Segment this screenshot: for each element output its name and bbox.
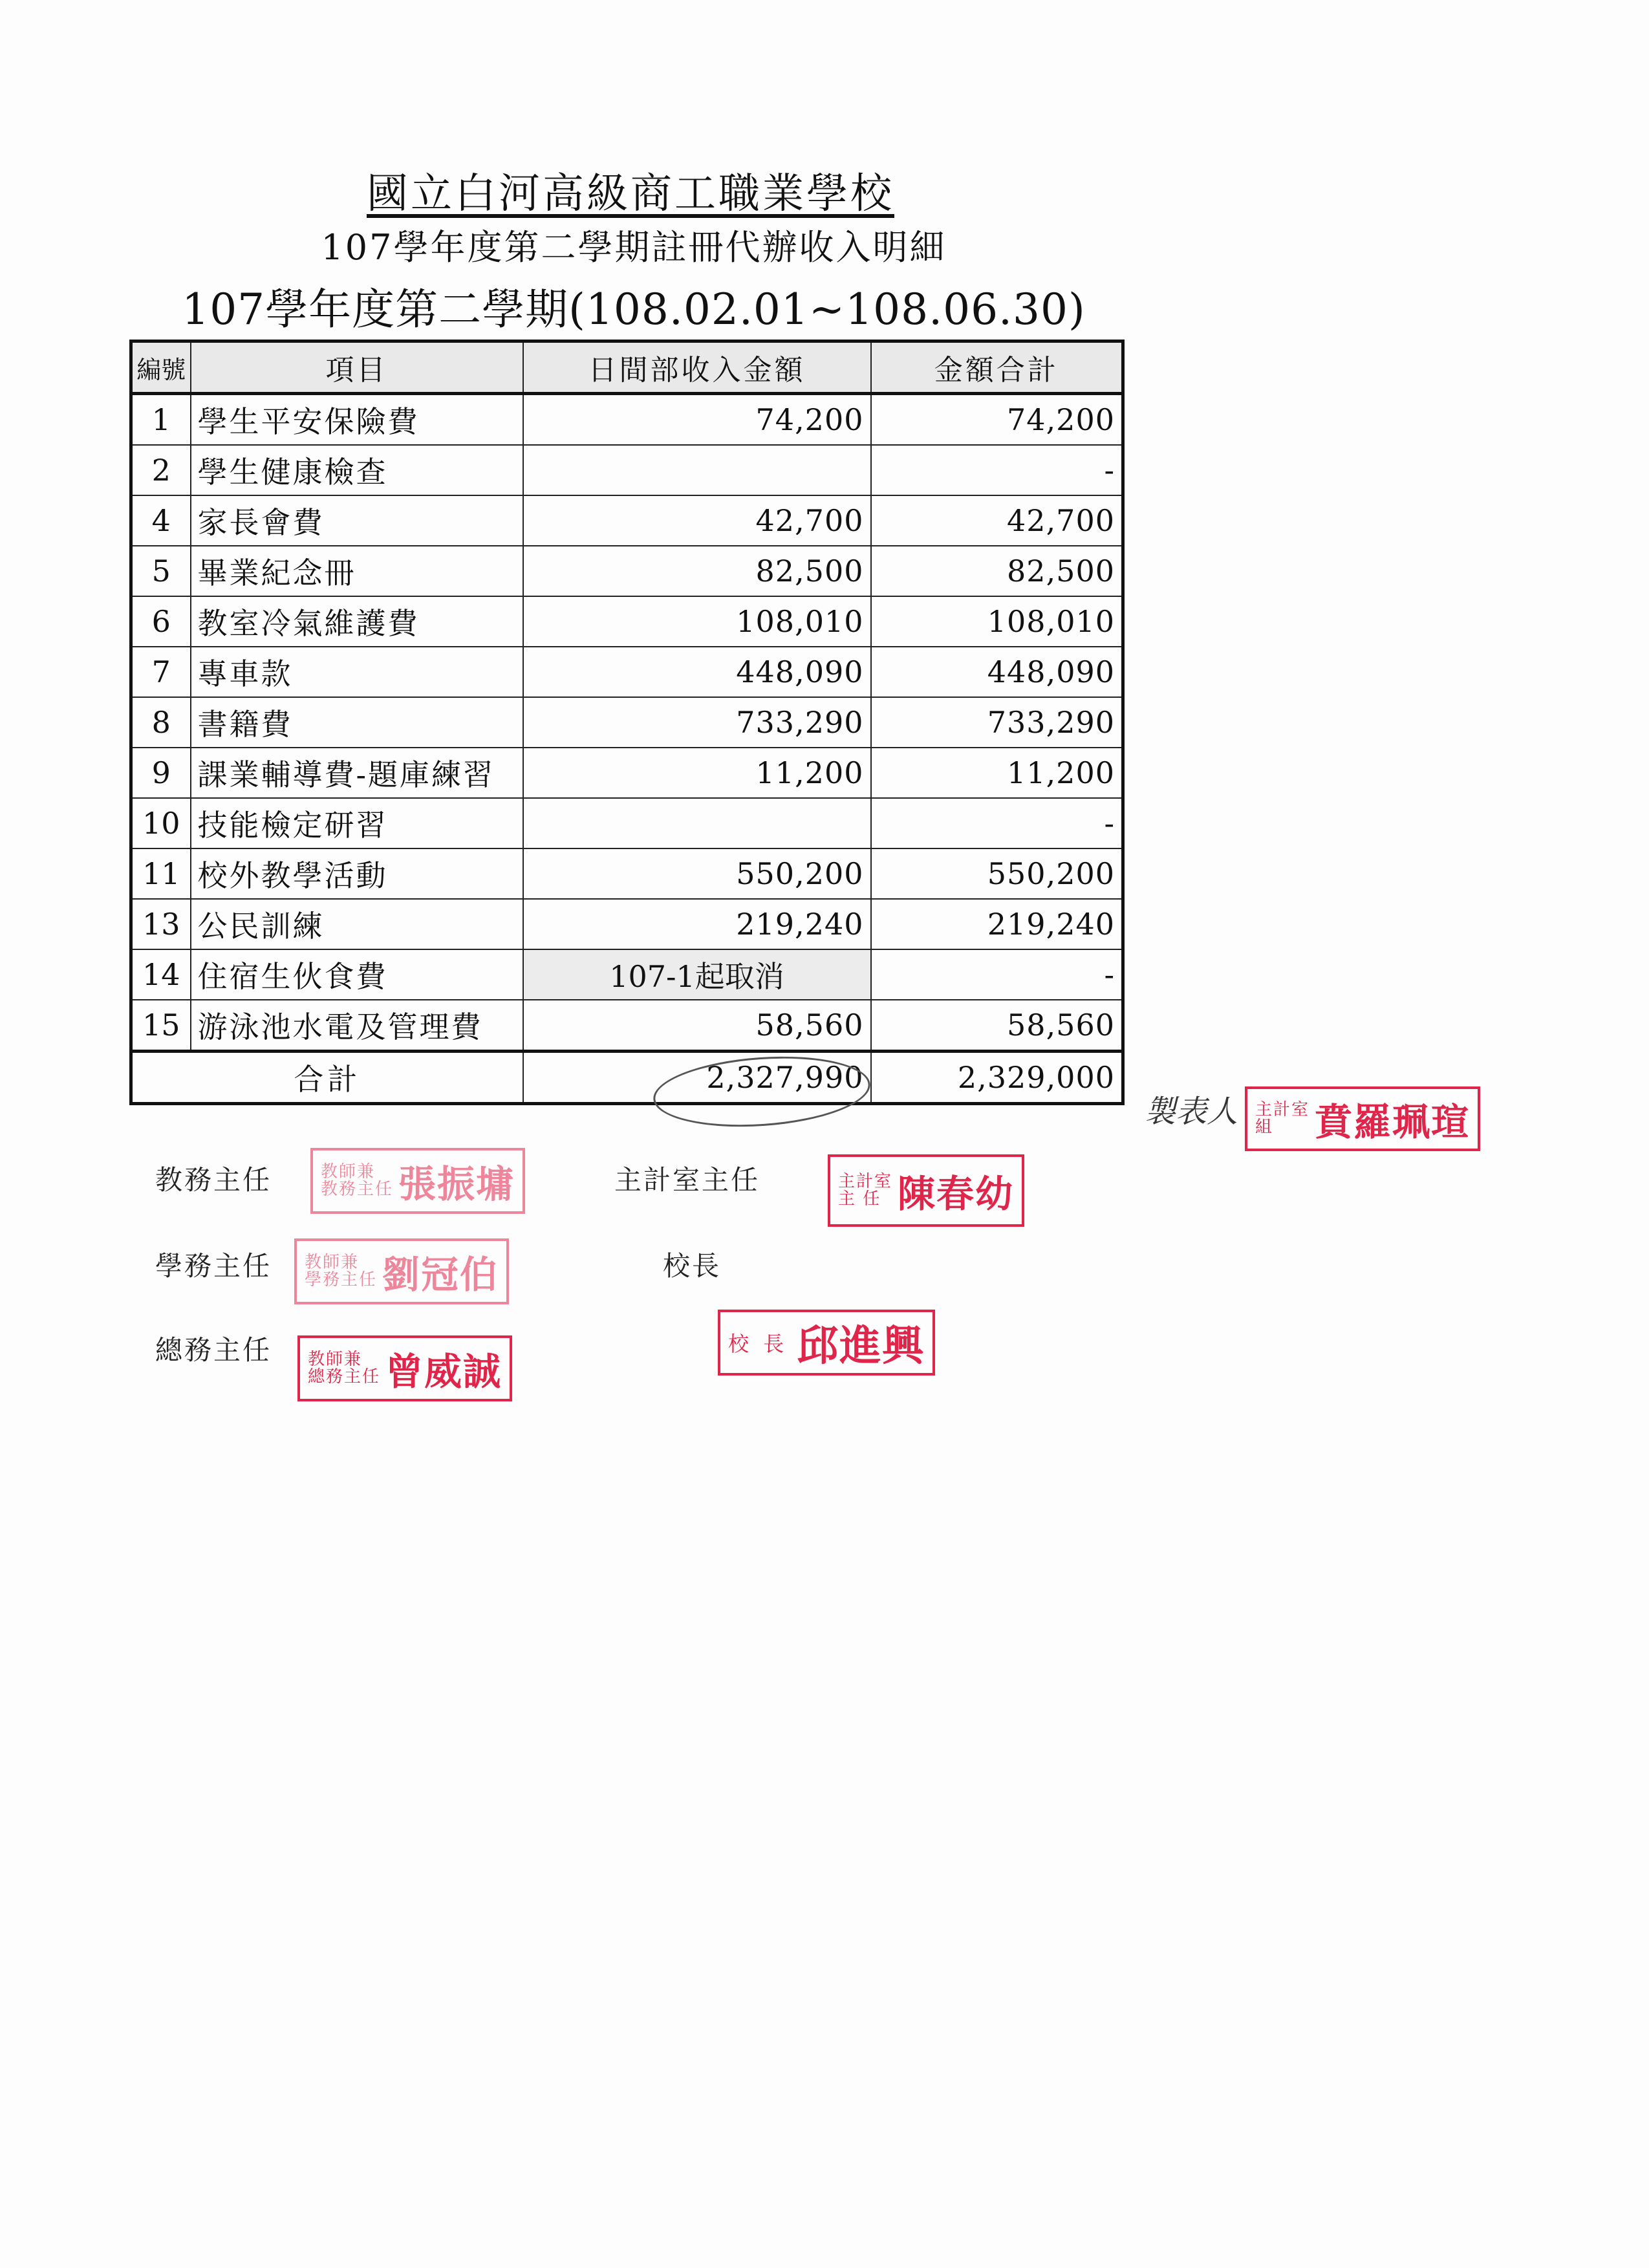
row-total: 82,500 xyxy=(871,546,1123,596)
row-number: 4 xyxy=(131,495,191,546)
row-total: 733,290 xyxy=(871,697,1123,748)
row-item: 課業輔導費-題庫練習 xyxy=(191,748,523,798)
row-total: - xyxy=(871,949,1123,1000)
table-row xyxy=(131,546,1123,596)
row-total: 11,200 xyxy=(871,748,1123,798)
accounting-stamp-line1: 主計室 xyxy=(838,1171,893,1191)
period-title: 107學年度第二學期(108.02.01~108.06.30) xyxy=(182,285,1086,334)
row-day-income: 74,200 xyxy=(523,394,871,446)
accounting-stamp-line2: 主 任 xyxy=(838,1189,881,1209)
table-row xyxy=(131,748,1123,798)
row-number: 11 xyxy=(131,848,191,899)
academic-director-stamp xyxy=(310,1148,525,1214)
row-item: 學生平安保險費 xyxy=(191,394,523,446)
table-header-row xyxy=(131,341,1123,394)
general-affairs-stamp-line1: 教師兼 xyxy=(308,1349,363,1369)
document-subtitle: 107學年度第二學期註冊代辦收入明細 xyxy=(321,227,947,268)
row-number: 9 xyxy=(131,748,191,798)
total-day-income: 2,327,990 xyxy=(523,1052,871,1104)
row-total: 42,700 xyxy=(871,495,1123,546)
table-body xyxy=(131,394,1123,1052)
table-row xyxy=(131,798,1123,848)
table-row xyxy=(131,495,1123,546)
total-sum: 2,329,000 xyxy=(871,1052,1123,1104)
row-number: 13 xyxy=(131,899,191,949)
row-day-income xyxy=(523,798,871,848)
row-day-income: 11,200 xyxy=(523,748,871,798)
total-label: 合計 xyxy=(131,1052,523,1104)
student-affairs-director-stamp xyxy=(294,1238,509,1304)
col-header-item: 項目 xyxy=(191,341,523,394)
row-day-income: 448,090 xyxy=(523,647,871,697)
table-row xyxy=(131,949,1123,1000)
academic-stamp-line2: 教務主任 xyxy=(321,1180,394,1199)
col-header-total: 金額合計 xyxy=(871,341,1123,394)
fee-table xyxy=(129,340,1125,1105)
row-day-income: 42,700 xyxy=(523,495,871,546)
row-item: 教室冷氣維護費 xyxy=(191,596,523,647)
row-day-income xyxy=(523,445,871,495)
principal-stamp xyxy=(718,1310,935,1376)
row-item: 技能檢定研習 xyxy=(191,798,523,848)
row-number: 14 xyxy=(131,949,191,1000)
accounting-director-stamp xyxy=(828,1154,1024,1227)
general-affairs-director-stamp xyxy=(297,1335,512,1401)
row-number: 15 xyxy=(131,1000,191,1052)
table-row xyxy=(131,445,1123,495)
accounting-stamp-name: 陳春幼 xyxy=(898,1172,1015,1216)
student-affairs-stamp-name: 劉冠伯 xyxy=(382,1253,499,1297)
general-affairs-stamp-line2: 總務主任 xyxy=(308,1367,381,1387)
row-item: 學生健康檢查 xyxy=(191,445,523,495)
col-header-day-income: 日間部收入金額 xyxy=(523,341,871,394)
preparer-stamp-title-bottom: 組 xyxy=(1255,1118,1274,1137)
row-number: 5 xyxy=(131,546,191,596)
table-row xyxy=(131,596,1123,647)
table-row xyxy=(131,647,1123,697)
row-total: 219,240 xyxy=(871,899,1123,949)
row-item: 專車款 xyxy=(191,647,523,697)
preparer-stamp-name: 賁羅珮瑄 xyxy=(1315,1100,1471,1144)
row-item: 書籍費 xyxy=(191,697,523,748)
student-affairs-stamp-line2: 學務主任 xyxy=(305,1270,378,1290)
preparer-handwriting: 製表人 xyxy=(1145,1094,1238,1130)
accounting-director-label: 主計室主任 xyxy=(614,1164,760,1196)
row-day-income: 58,560 xyxy=(523,1000,871,1052)
general-affairs-director-label: 總務主任 xyxy=(155,1334,272,1366)
row-number: 8 xyxy=(131,697,191,748)
school-title: 國立白河高級商工職業學校 xyxy=(367,170,894,218)
table-row xyxy=(131,697,1123,748)
row-item: 游泳池水電及管理費 xyxy=(191,1000,523,1052)
row-item: 畢業紀念冊 xyxy=(191,546,523,596)
row-total: 108,010 xyxy=(871,596,1123,647)
student-affairs-director-label: 學務主任 xyxy=(155,1250,272,1282)
row-number: 10 xyxy=(131,798,191,848)
student-affairs-stamp-line1: 教師兼 xyxy=(305,1252,360,1272)
row-day-income: 82,500 xyxy=(523,546,871,596)
principal-stamp-prefix: 校 長 xyxy=(728,1332,788,1356)
row-day-income: 219,240 xyxy=(523,899,871,949)
preparer-stamp-title-top: 主計室 xyxy=(1255,1099,1310,1119)
row-item: 住宿生伙食費 xyxy=(191,949,523,1000)
col-header-number: 編號 xyxy=(131,341,191,394)
general-affairs-stamp-name: 曾威誠 xyxy=(385,1350,502,1394)
row-total: 58,560 xyxy=(871,1000,1123,1052)
row-total: - xyxy=(871,445,1123,495)
row-day-income: 550,200 xyxy=(523,848,871,899)
row-item: 家長會費 xyxy=(191,495,523,546)
table-row xyxy=(131,848,1123,899)
principal-label: 校長 xyxy=(663,1250,722,1282)
row-item: 校外教學活動 xyxy=(191,848,523,899)
row-total: 550,200 xyxy=(871,848,1123,899)
row-total: 74,200 xyxy=(871,394,1123,446)
academic-stamp-line1: 教師兼 xyxy=(321,1161,376,1182)
academic-stamp-name: 張振墉 xyxy=(398,1162,515,1206)
row-number: 6 xyxy=(131,596,191,647)
row-day-income: 107-1起取消 xyxy=(523,949,871,1000)
row-number: 7 xyxy=(131,647,191,697)
academic-director-label: 教務主任 xyxy=(155,1164,272,1196)
row-day-income: 733,290 xyxy=(523,697,871,748)
row-number: 1 xyxy=(131,394,191,446)
principal-stamp-name: 邱進興 xyxy=(797,1322,925,1370)
table-row xyxy=(131,394,1123,446)
row-total: 448,090 xyxy=(871,647,1123,697)
total-row xyxy=(131,1052,1123,1104)
row-total: - xyxy=(871,798,1123,848)
table-row xyxy=(131,899,1123,949)
table-row xyxy=(131,1000,1123,1052)
row-day-income: 108,010 xyxy=(523,596,871,647)
row-item: 公民訓練 xyxy=(191,899,523,949)
preparer-stamp xyxy=(1245,1086,1480,1151)
row-number: 2 xyxy=(131,445,191,495)
